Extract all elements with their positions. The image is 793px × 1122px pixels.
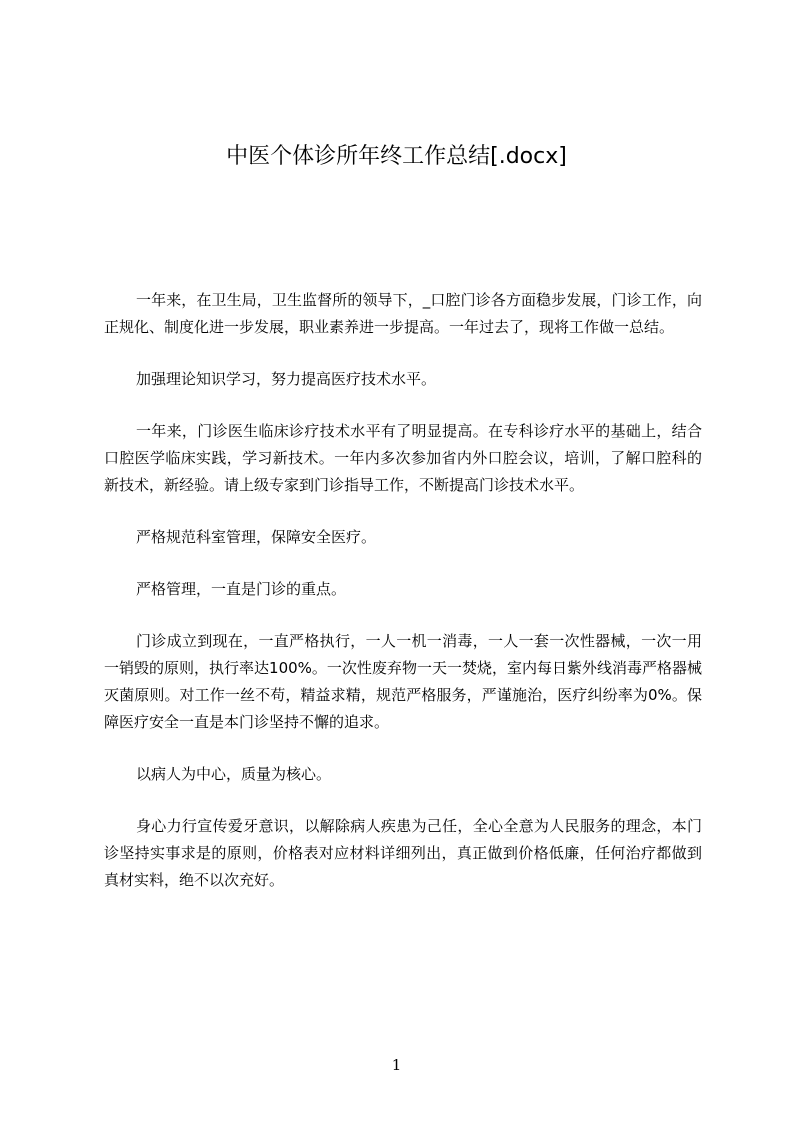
paragraph-intro: 一年来，在卫生局，卫生监督所的领导下，_口腔门诊各方面稳步发展，门诊工作，向正规化、制度化进一步发展，职业素养进一步提高。一年过去了，现将工作做一总结。 <box>104 291 702 336</box>
paragraph-disinfection: 门诊成立到现在，一直严格执行，一人一机一消毒，一人一套一次性器械，一次一用一销毁的原则，执行率达100%。一次性废弃物一天一焚烧，室内每日紫外线消毒严格器械灭菌原则。对工作一丝不苟，精益求精，规范严格服务，严谨施治，医疗纠纷率为0%。保障医疗安全一直是本门诊坚持不懈的追求。 <box>104 632 702 731</box>
paragraph-gap <box>104 603 702 628</box>
paragraph-management-focus: 严格管理，一直是门诊的重点。 <box>136 580 347 598</box>
document-title: 中医个体诊所年终工作总结[.docx] <box>226 144 567 169</box>
paragraph-gap <box>104 788 702 813</box>
document-body <box>104 287 702 894</box>
paragraph-heading-patient: 以病人为中心，质量为核心。 <box>136 765 332 783</box>
paragraph-gap <box>104 341 702 366</box>
paragraph-heading-theory: 加强理论知识学习，努力提高医疗技术水平。 <box>136 370 437 388</box>
paragraph-gap <box>104 499 702 524</box>
paragraph-gap <box>104 551 702 576</box>
page-number: 1 <box>391 1056 402 1074</box>
paragraph-technique: 一年来，门诊医生临床诊疗技术水平有了明显提高。在专科诊疗水平的基础上，结合口腔医学临床实践，学习新技术。一年内多次参加省内外口腔会议，培训，了解口腔科的新技术，新经验。请上级专家到门诊指导工作，不断提高门诊技术水平。 <box>104 422 702 494</box>
paragraph-gap <box>104 393 702 418</box>
paragraph-gap <box>104 736 702 761</box>
paragraph-heading-management: 严格规范科室管理，保障安全医疗。 <box>136 528 377 546</box>
paragraph-service: 身心力行宣传爱牙意识，以解除病人疾患为己任，全心全意为人民服务的理念，本门诊坚持实事求是的原则，价格表对应材料详细列出，真正做到价格低廉，任何治疗都做到真材实料，绝不以次充好。 <box>104 817 702 889</box>
